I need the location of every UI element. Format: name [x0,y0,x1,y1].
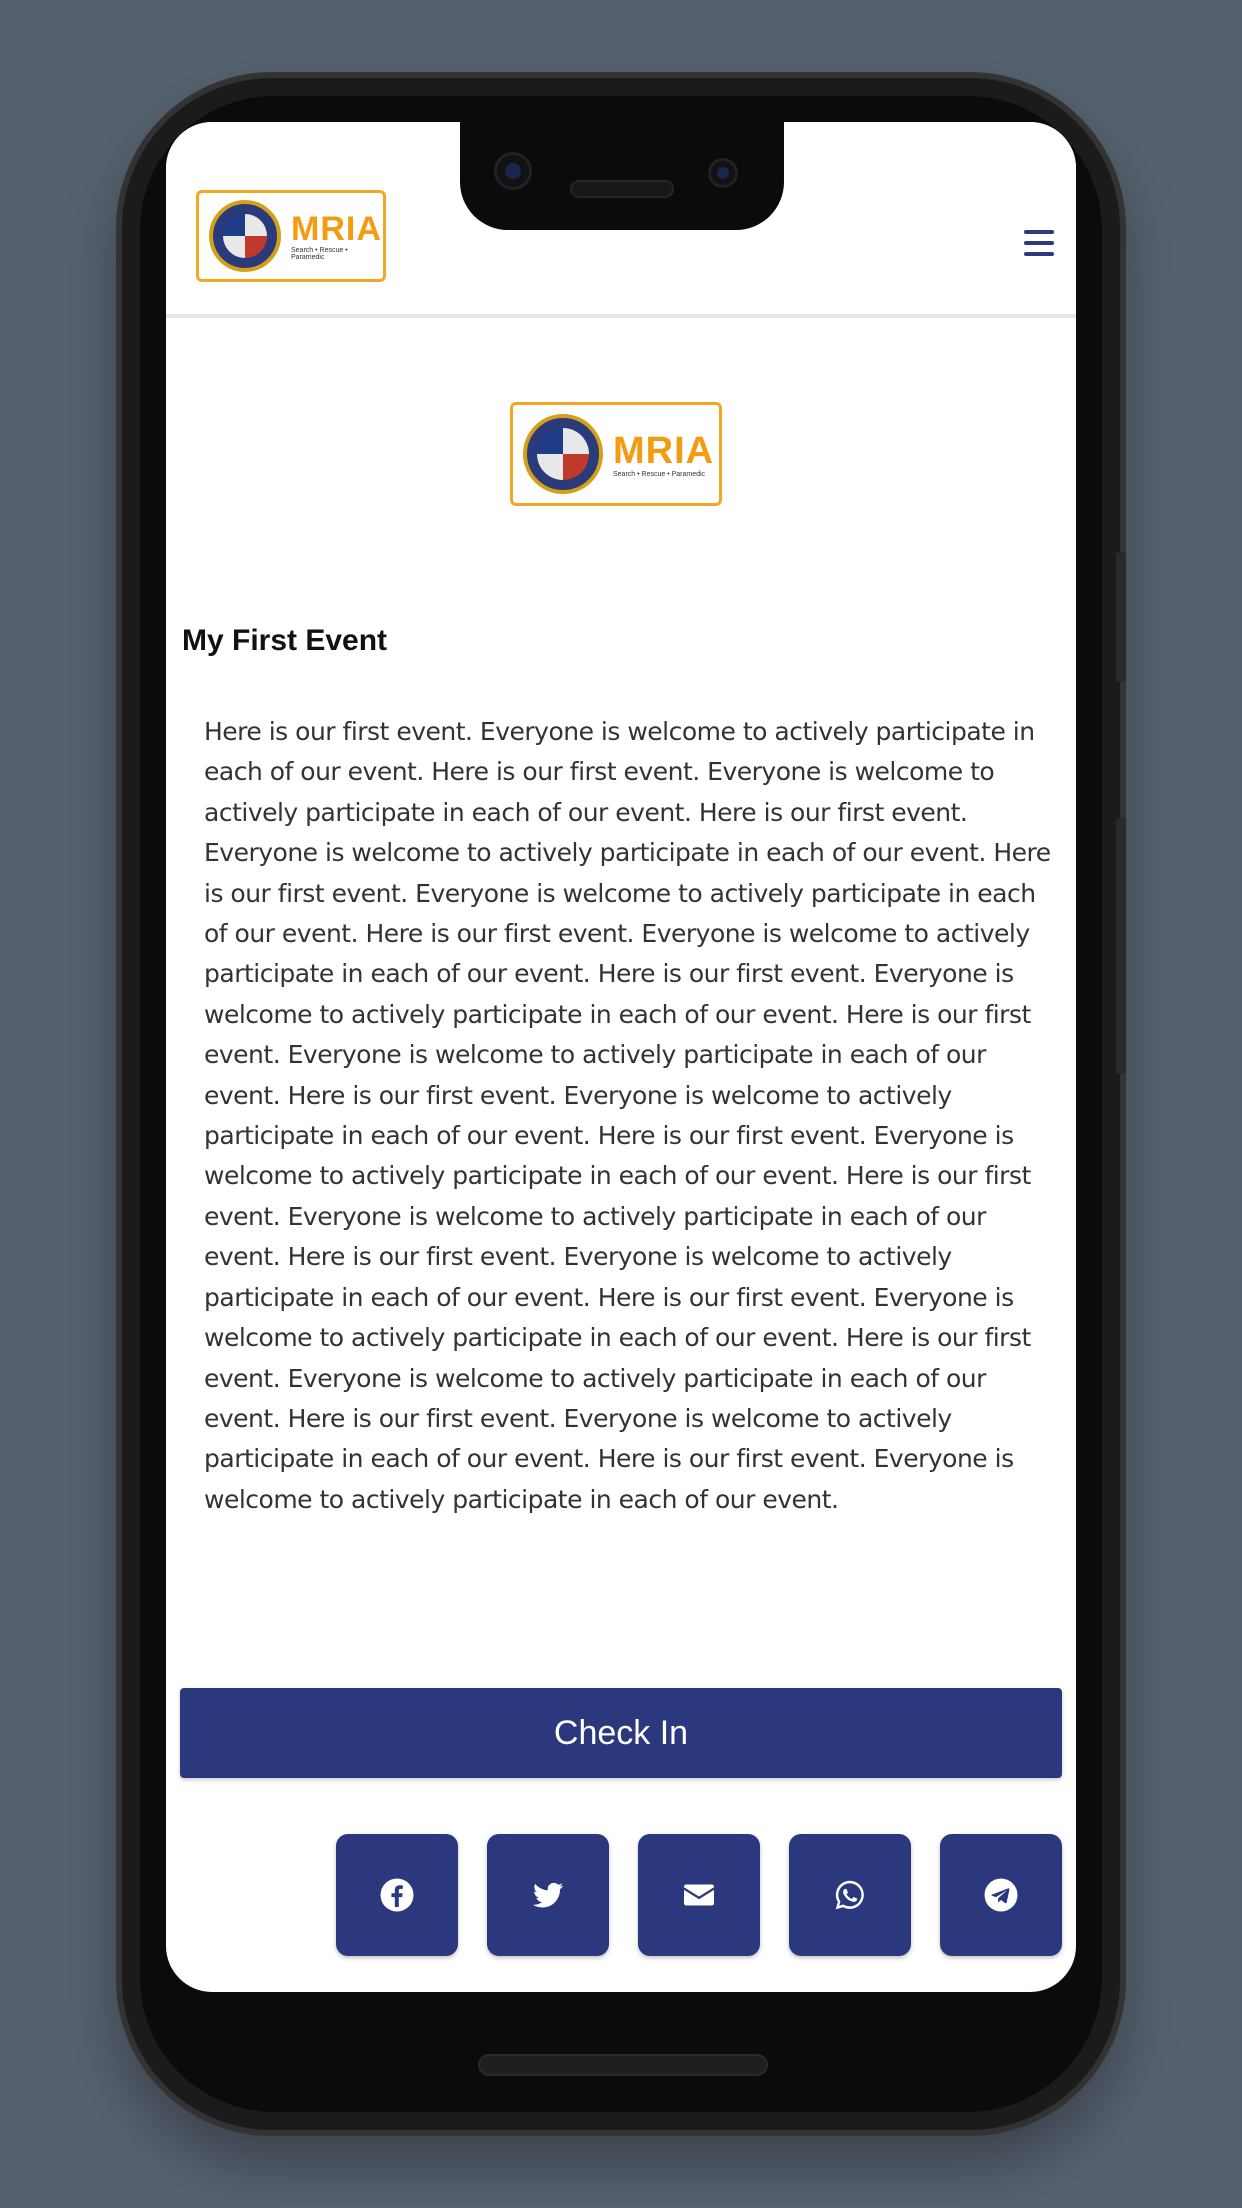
twitter-icon [530,1877,566,1913]
screen [166,122,1076,1992]
event-title: My First Event [182,624,388,657]
logo-wordmark: MRIA [613,429,715,472]
logo-text-group [613,431,714,478]
logo-text-group [291,211,382,261]
telegram-icon [983,1877,1019,1913]
logo-seal-icon [209,200,281,272]
share-email-button[interactable] [638,1834,760,1956]
logo-tagline: Search • Rescue • Paramedic [613,470,706,478]
email-icon [681,1877,717,1913]
side-button-power [1116,552,1126,682]
sensor-icon [708,158,738,188]
whatsapp-icon [832,1877,868,1913]
logo-wordmark: MRIA [291,210,382,248]
facebook-icon [379,1877,415,1913]
share-telegram-button[interactable] [940,1834,1062,1956]
home-indicator [478,2054,768,2076]
logo-tagline: Search • Rescue • Paramedic [291,247,348,261]
front-camera-icon [494,152,532,190]
earpiece-speaker [570,180,674,198]
share-twitter-button[interactable] [487,1834,609,1956]
logo-seal-icon [523,414,603,494]
event-logo [510,402,722,506]
side-button-volume [1116,818,1126,1074]
event-description: Here is our first event. Everyone is welcome to actively participate in each of our event. Here is our first event. Everyone is welcome to actively participate in each of our event. Here is our first event. Everyone is welcome to actively participate in each of our event. Here is our first event. Everyone is welcome to actively participate in each of our event. Here is our first event. Everyone is welcome to actively participate in each of our event. Here is our first event. Everyone is welcome to actively participate in each of our event. Here is our first event. Everyone is welcome to actively participate in each of our event. Here is our first event. Everyone is welcome to actively participate in each of our event. Here is our first event. Everyone is welcome to actively participate in each of our event. Here is our first event. Everyone is welcome to actively participate in each of our event. Here is our first event. Everyone is welcome to actively participate in each of our event. Here is our first event. Everyone is welcome to actively participate in each of our event. Here is our first event. Everyone is welcome to actively participate in each of our event. Here is our first event. Everyone is welcome to actively participate in each of our event. Here is our first event. Everyone is welcome to actively participate in each of our event. [204,717,1051,1514]
share-whatsapp-button[interactable] [789,1834,911,1956]
share-facebook-button[interactable] [336,1834,458,1956]
header-logo[interactable] [196,190,386,282]
hamburger-menu-icon[interactable] [1024,230,1054,256]
check-in-button[interactable]: Check In [180,1688,1062,1778]
